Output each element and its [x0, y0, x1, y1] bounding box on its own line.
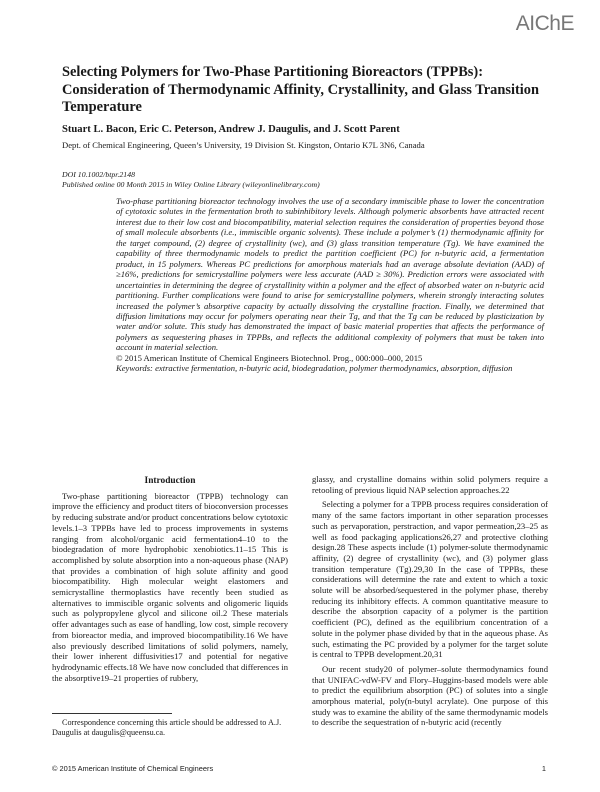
abstract-copyright: © 2015 American Institute of Chemical Engineers Biotechnol. Prog., 000:000–000, 2015 — [116, 352, 423, 363]
abstract — [116, 196, 544, 374]
author-affiliation: Dept. of Chemical Engineering, Queen’s University, 19 Division St. Kingston, Ontario K7L 3N6, Canada — [62, 140, 425, 150]
body-paragraph: Our recent study20 of polymer–solute thermodynamics found that UNIFAC-vdW-FV and Flory–Huggins-based models were able to predict the equilibrium absorption (PC) of solutes into a single amorphous material, poly(n-butyl acrylate). One purpose of this study was to examine the ability of the same thermodynamic models to describe the sequestration of n-butyric acid (recently — [312, 663, 548, 728]
doi-link[interactable]: DOI 10.1002/btpr.2148 — [62, 170, 135, 179]
body-paragraph: Selecting a polymer for a TPPB process requires consideration of many of the same factors important in other separation processes such as pervaporation, perstraction, and vapor permeation,23–25 as well as food packaging applications26,27 and protective clothing design.28 These aspects include (1) polymer-solute thermodynamic affinity, (2) degree of crystallinity (wc), and (3) polymer glass transition temperature (Tg).29,30 In the case of TPPBs, these considerations will determine the rate and extent to which a toxic solute will be absorbed/sequestered in the polymer phase, thereby reducing its inhibitory effects. A common quantitative measure to describe the absorption capacity of a polymer is the partition coefficient (PC), defined as the equilibrium concentration of a solute in the polymer phase divided by that in the aqueous phase. As such, estimating the PC provided by a polymer for the target solute is central to TPPB development.20,31 — [312, 499, 548, 660]
body-paragraph: Two-phase partitioning bioreactor (TPPB) technology can improve the efficiency and product titers of bioconversion processes by reducing substrate and/or product concentrations below cytotoxic levels.1–3 TPPBs have led to process improvements in systems ranging from alcohol/organic acid fermentation4–10 to the biodegradation of more hydrophobic xenobiotics.11–15 This is accomplished by solute absorption into a non-aqueous phase (NAP) that provides a combination of high solute affinity and good biocompatibility. High molecular weight elastomers and semicrystalline thermoplastics have recently been studied as alternatives to immiscible organic solvents and oligomeric liquids such as polypropylene glycol and silicone oil.2 These materials offer advantages such as ease of handling, low cost, simple recovery from bioreactor media, and improved biocompatibility.16 We have also previously described limitations of solid polymers, namely, their lower inherent diffusivities17 and potential for negative hydrodynamic effects.18 We have now concluded that differences in the absorptive19–21 properties of rubbery, — [52, 490, 288, 683]
correspondence-note: Correspondence concerning this article should be addressed to A.J. Daugulis at daugulis@queensu.ca. — [52, 718, 282, 737]
footer-copyright: © 2015 American Institute of Chemical Engineers — [52, 764, 214, 773]
body-column-right — [312, 474, 548, 732]
aiche-logo: AIChE — [515, 12, 574, 35]
abstract-text: Two-phase partitioning bioreactor technology involves the use of a secondary immiscible phase to lower the concentration of cytotoxic solutes in the fermentation broth to subinhibitory levels. Although polymeric absorbents have attracted recent interest due to their low cost and biocompatibility, material selection requires the consideration of properties beyond those of small molecule absorbents (i.e., immiscible organic solvents). These include a polymer’s (1) thermodynamic affinity for the target compound, (2) degree of crystallinity (wc), and (3) glass transition temperature (Tg). We have examined the capability of three thermodynamic models to predict the partition coefficient (PC) for n-butyric acid, a fermentation product, in 15 polymers. Whereas PC predictions for amorphous materials had an average absolute deviation (AAD) of ≥16%, predictions for semicrystalline polymers were less accurate (AAD ≥ 30%). Prediction errors were associated with uncertainties in determining the degree of crystallinity within a polymer and the effect of absorbed water on n-butyric acid partitioning. Further complications were found to arise for semicrystalline polymers, wherein strongly interacting solutes increased the polymer’s absorptive capacity by actually dissolving the crystalline fraction. Finally, we determined that diffusion limitations may occur for polymers operating near their Tg, and that the Tg can be reduced by plasticization by water and/or solute. This study has demonstrated the impact of basic material properties that affects the performance of polymers as sequestering phases in TPPBs, and reflects the additional complexity of polymers that must be taken into account in material selection. — [116, 196, 544, 353]
published-online-note: Published online 00 Month 2015 in Wiley Online Library (wileyonlinelibrary.com) — [62, 180, 320, 189]
body-column-left — [52, 476, 288, 687]
article-authors: Stuart L. Bacon, Eric C. Peterson, Andrew J. Daugulis, and J. Scott Parent — [62, 124, 400, 135]
publication-info — [62, 170, 320, 190]
section-heading-introduction: Introduction — [144, 476, 196, 486]
footnote-divider — [52, 713, 172, 714]
body-paragraph: glassy, and crystalline domains within solid polymers require a retooling of previous liquid NAP selection approaches.22 — [312, 474, 548, 495]
abstract-keywords: Keywords: extractive fermentation, n-butyric acid, biodegradation, polymer thermodynamics, absorption, diffusion — [116, 363, 513, 374]
page-number: 1 — [541, 764, 546, 773]
article-title: Selecting Polymers for Two-Phase Partitioning Bioreactors (TPPBs): Consideration of Thermodynamic Affinity, Crystallinity, and Glass Transition Temperature — [62, 64, 539, 115]
